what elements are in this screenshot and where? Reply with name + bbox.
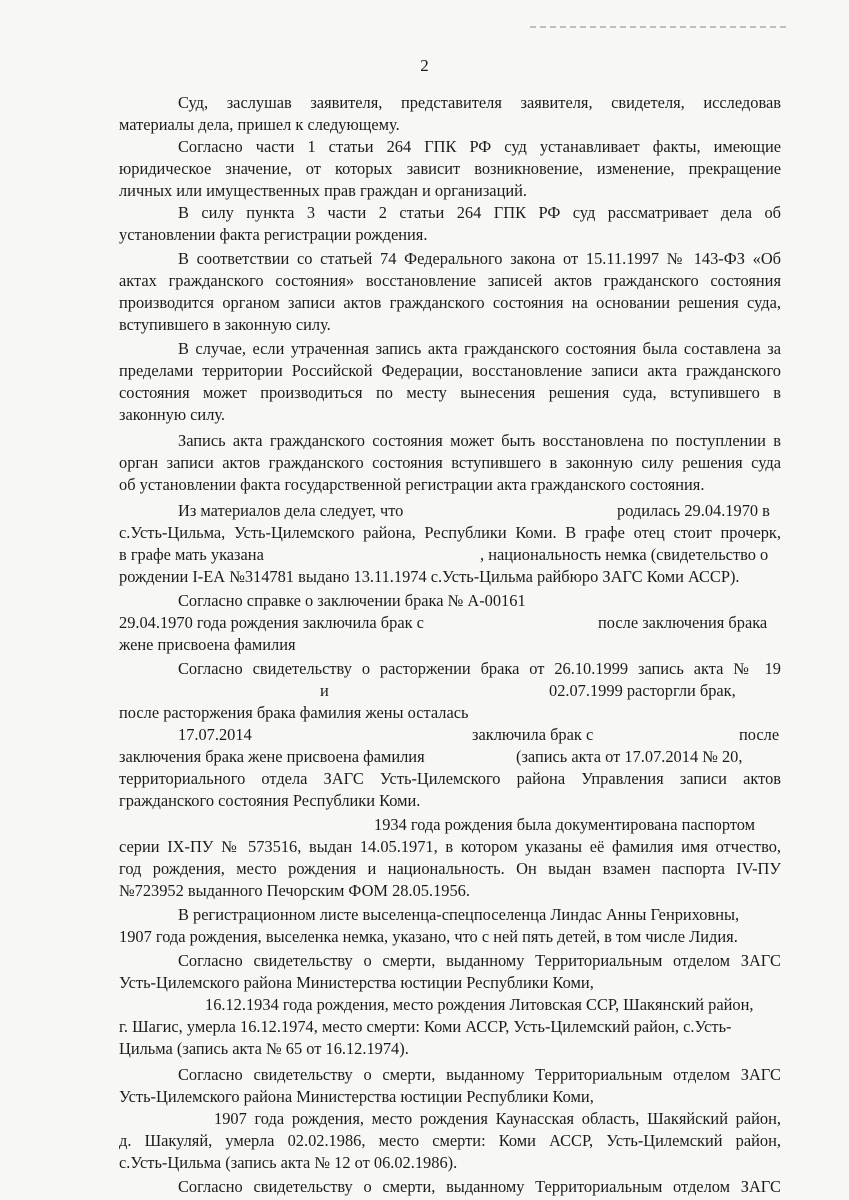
text-line: с.Усть-Цильма (запись акта № 12 от 06.02.1986). — [119, 1153, 458, 1172]
text-line: Цильма (запись акта № 65 от 16.12.1974). — [119, 1039, 409, 1058]
text-line: юридическое значение, от которых зависит возникновение, изменение, прекращение — [119, 159, 781, 178]
text-line: В силу пункта 3 части 2 статьи 264 ГПК РФ суд рассматривает дела об — [178, 203, 781, 222]
text-line: №723952 выданного Печорским ФОМ 28.05.1956. — [119, 881, 470, 900]
text-line: год рождения, место рождения и национальность. Он выдан взамен паспорта IV-ПУ — [119, 859, 781, 878]
text-line: В случае, если утраченная запись акта гражданского состояния была составлена за — [178, 339, 781, 358]
text-line: Суд, заслушав заявителя, представителя заявителя, свидетеля, исследовав — [178, 93, 781, 112]
text-line: личных или имущественных прав граждан и организаций. — [119, 181, 527, 200]
text-line: заключения брака жене присвоена фамилия (запись акта от 17.07.2014 № 20, — [119, 747, 743, 766]
text-line: пределами территории Российской Федерации, восстановление записи акта гражданского — [119, 361, 781, 380]
text-line: 17.07.2014 заключила брак с после — [178, 725, 780, 744]
text-line: рождении I-ЕА №314781 выдано 13.11.1974 с.Усть-Цильма райбюро ЗАГС Коми АССР). — [119, 567, 740, 586]
text-line: Запись акта гражданского состояния может быть восстановлена по поступлении в — [178, 431, 781, 450]
text-line: с.Усть-Цильма, Усть-Цилемского района, Республики Коми. В графе отец стоит прочерк, — [119, 523, 781, 542]
text-line: В соответствии со статьей 74 Федерального закона от 15.11.1997 № 143-ФЗ «Об — [178, 249, 781, 268]
text-line: Усть-Цилемского района Министерства юстиции Республики Коми, — [119, 973, 594, 992]
text-line: Согласно свидетельству о смерти, выданному Территориальным отделом ЗАГС — [178, 1177, 781, 1196]
text-line: Усть-Цилемского района Министерства юстиции Республики Коми, — [119, 1087, 594, 1106]
text-line: материалы дела, пришел к следующему. — [119, 115, 400, 134]
text-line: актах гражданского состояния» восстановление записей актов гражданского состояния — [119, 271, 781, 290]
text-line: г. Шагис, умерла 16.12.1974, место смерти: Коми АССР, Усть-Цилемский район, с.Усть- — [119, 1017, 732, 1036]
text-line: территориального отдела ЗАГС Усть-Цилемского района Управления записи актов — [119, 769, 781, 788]
text-line: и 02.07.1999 расторгли брак, — [320, 681, 736, 700]
text-line: Согласно свидетельству о смерти, выданному Территориальным отделом ЗАГС — [178, 1065, 781, 1084]
text-line: законную силу. — [119, 405, 226, 424]
text-line: состояния может производиться по месту вынесения решения суда, вступившего в — [119, 383, 781, 402]
text-line: Согласно справке о заключении брака № А-00161 — [178, 591, 526, 610]
text-line: Из материалов дела следует, что родилась 29.04.1970 в — [178, 501, 770, 520]
text-line: Согласно свидетельству о смерти, выданному Территориальным отделом ЗАГС — [178, 951, 781, 970]
text-line: гражданского состояния Республики Коми. — [119, 791, 421, 810]
text-line: Согласно части 1 статьи 264 ГПК РФ суд устанавливает факты, имеющие — [178, 137, 781, 156]
text-line: после расторжения брака фамилия жены осталась — [119, 703, 469, 722]
scan-artifact-line — [530, 26, 790, 28]
text-line: 1907 года рождения, место рождения Каунасская область, Шакяйский район, — [214, 1109, 781, 1128]
text-line: Согласно свидетельству о расторжении брака от 26.10.1999 запись акта № 19 — [178, 659, 781, 678]
text-line: жене присвоена фамилия — [119, 635, 296, 654]
text-line: производится органом записи актов гражданского состояния на основании решения суда, — [119, 293, 781, 312]
page-number: 2 — [420, 56, 429, 75]
text-line: в графе мать указана , национальность немка (свидетельство о — [119, 545, 769, 564]
text-line: 1907 года рождения, выселенка немка, указано, что с ней пять детей, в том числе Лидия. — [119, 927, 738, 946]
text-line: 29.04.1970 года рождения заключила брак с после заключения брака — [119, 613, 768, 632]
text-line: В регистрационном листе выселенца-спецпоселенца Линдас Анны Генриховны, — [178, 905, 740, 924]
text-line: д. Шакуляй, умерла 02.02.1986, место смерти: Коми АССР, Усть-Цилемский район, — [119, 1131, 781, 1150]
text-line: серии IX-ПУ № 573516, выдан 14.05.1971, в котором указаны её фамилия имя отчество, — [119, 837, 781, 856]
text-line: 16.12.1934 года рождения, место рождения Литовская ССР, Шакянский район, — [205, 995, 754, 1014]
text-line: установлении факта регистрации рождения. — [119, 225, 428, 244]
text-line: об установлении факта государственной регистрации акта гражданского состояния. — [119, 475, 705, 494]
text-line: вступившего в законную силу. — [119, 315, 331, 334]
text-line: 1934 года рождения была документирована паспортом — [374, 815, 756, 834]
text-line: орган записи актов гражданского состояния вступившего в законную силу решения суда — [119, 453, 781, 472]
